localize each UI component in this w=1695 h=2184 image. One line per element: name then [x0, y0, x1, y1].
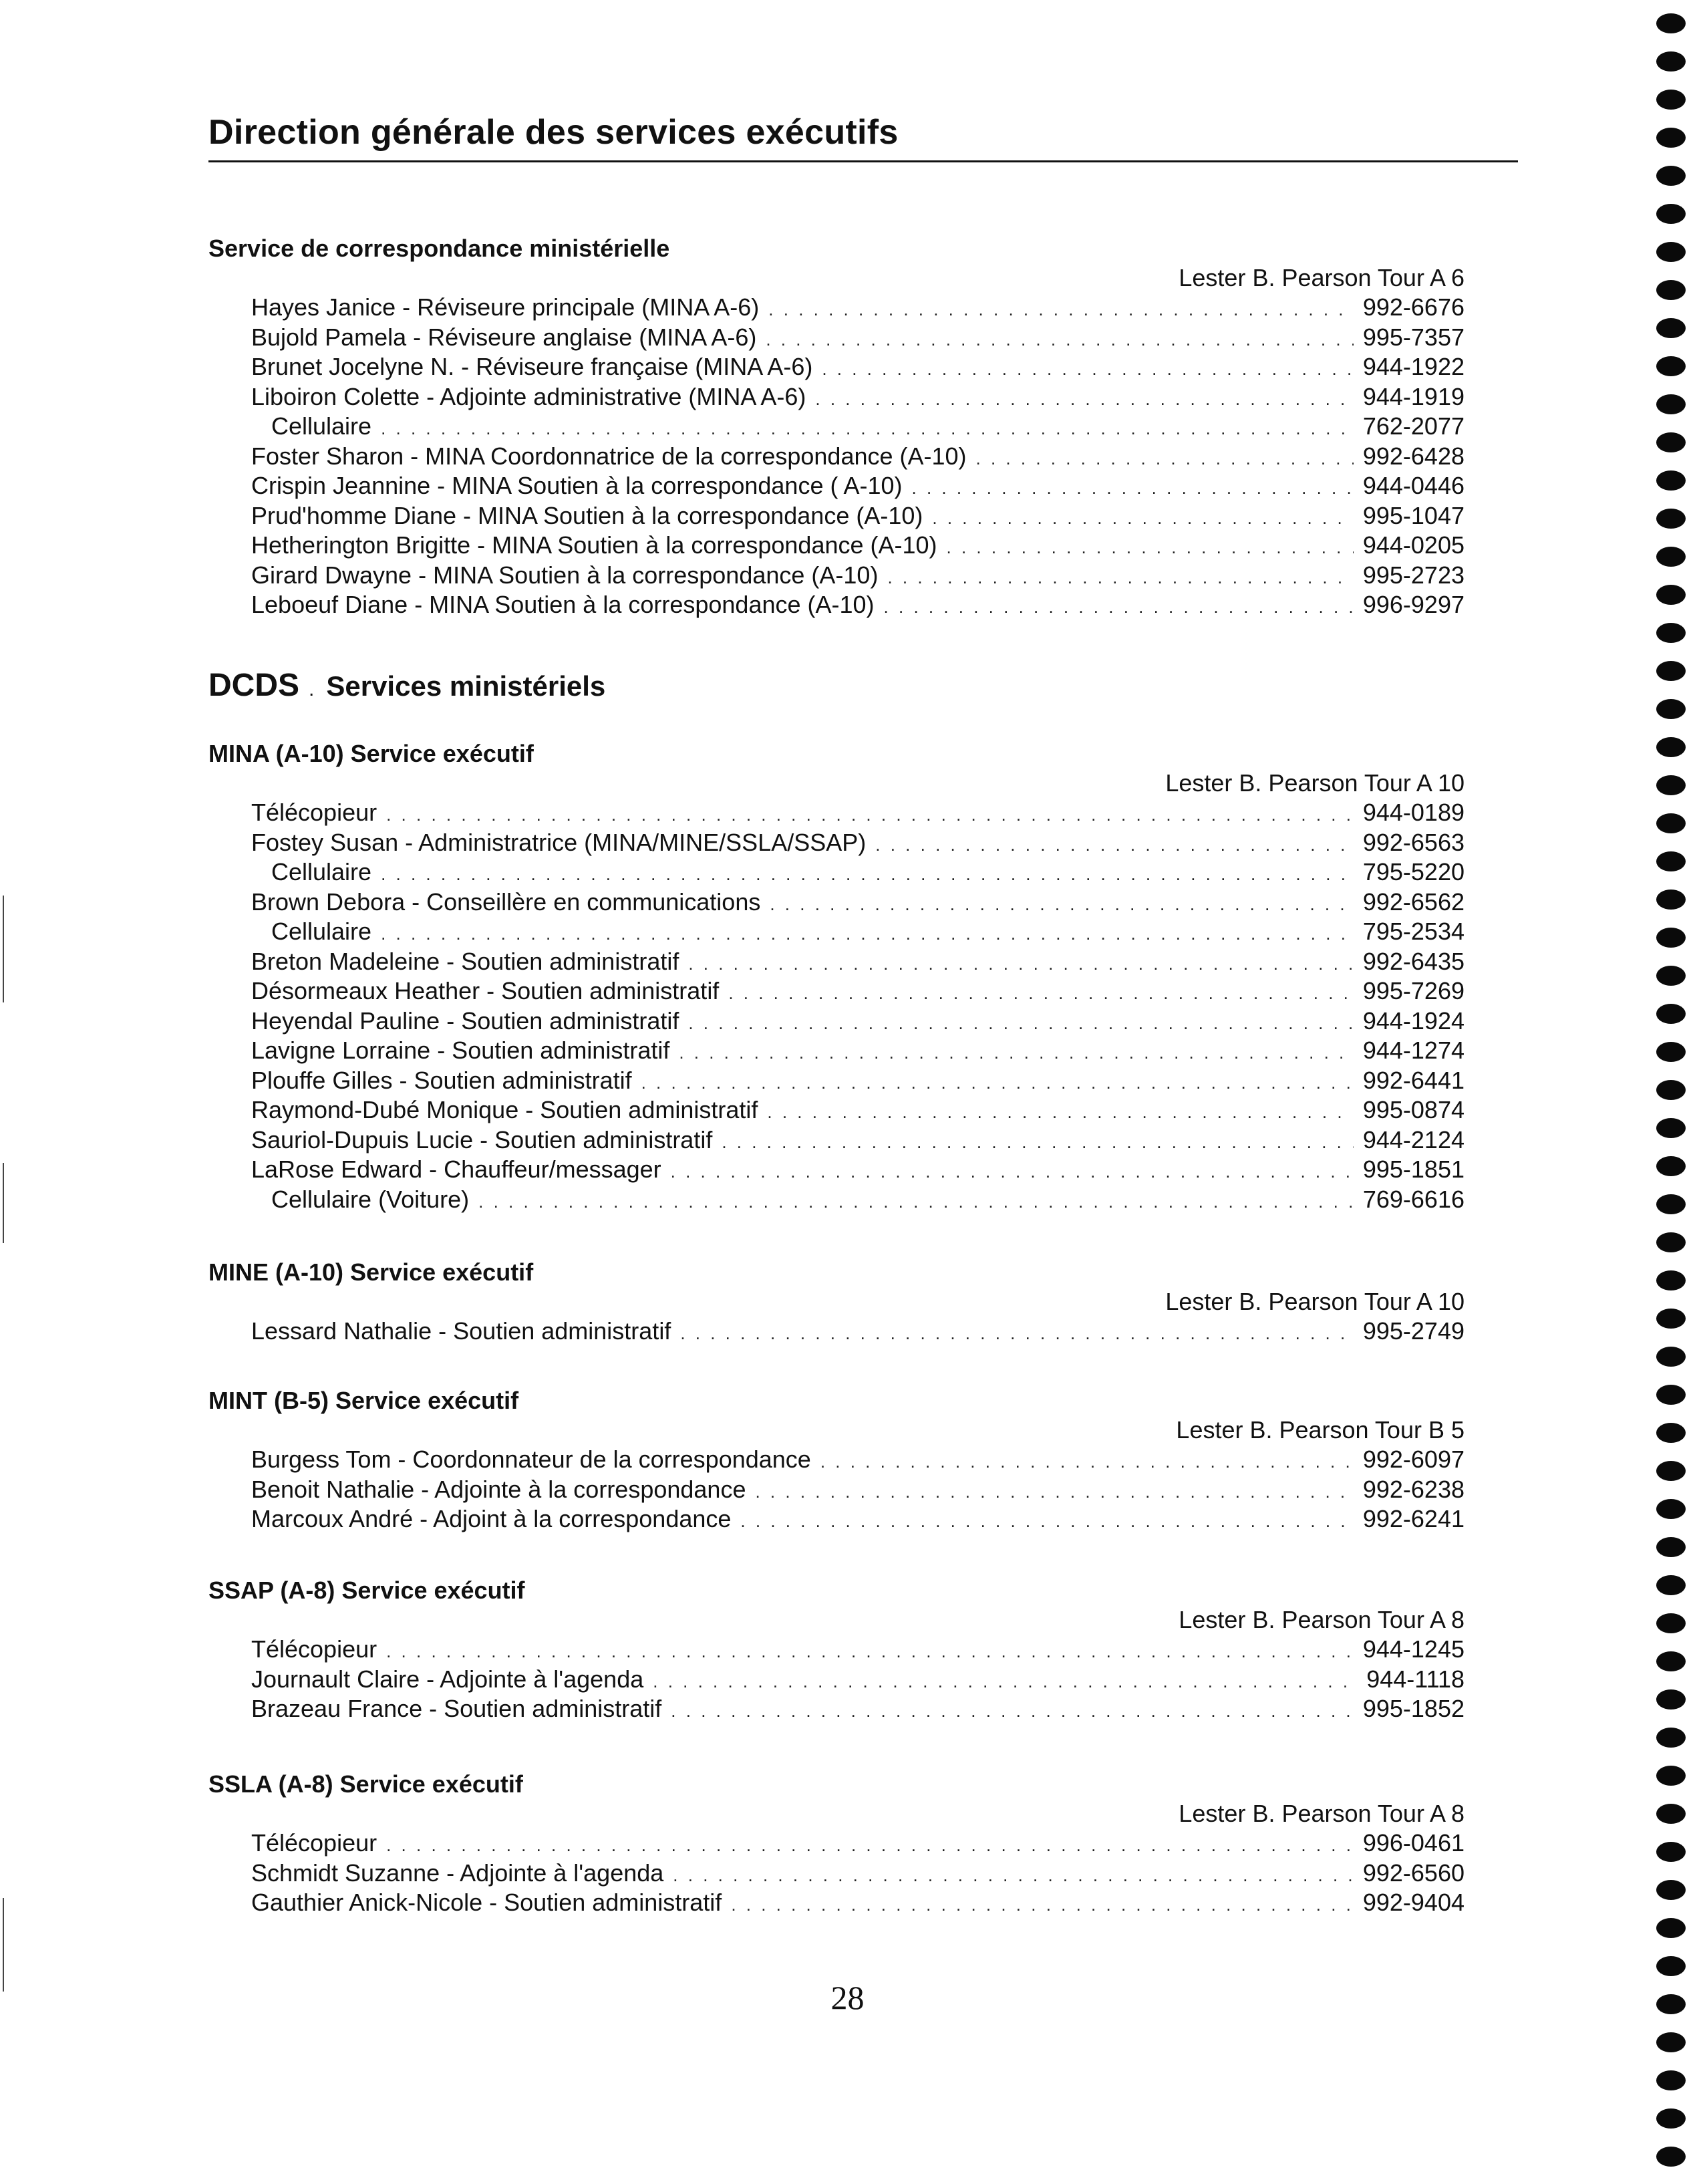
- entry-phone: 769-6616: [1362, 1185, 1465, 1213]
- section-location: Lester B. Pearson Tour A 8: [1179, 1800, 1465, 1827]
- entry-phone: 995-2749: [1362, 1317, 1465, 1345]
- entry-phone: 995-7357: [1362, 323, 1465, 351]
- directory-entry: [208, 323, 1465, 353]
- entry-name: Brazeau France - Soutien administratif: [251, 1695, 662, 1722]
- binding-hole: [1656, 1842, 1686, 1862]
- binding-hole: [1656, 166, 1686, 186]
- entry-name: Lavigne Lorraine - Soutien administratif: [251, 1037, 670, 1064]
- dot-leader: [671, 1157, 1354, 1187]
- binding-hole: [1656, 280, 1686, 300]
- entry-name: Fostey Susan - Administratrice (MINA/MINE/SSLA/SSAP): [251, 828, 867, 856]
- section-location: Lester B. Pearson Tour A 10: [1165, 1288, 1465, 1315]
- entry-name: Hetherington Brigitte - MINA Soutien à la correspondance (A-10): [251, 531, 937, 559]
- binding-holes: [1642, 0, 1695, 2184]
- entry-phone: 992-6560: [1362, 1859, 1465, 1887]
- dot-leader: [688, 1008, 1354, 1039]
- binding-hole: [1656, 1575, 1686, 1595]
- binding-hole: [1656, 1423, 1686, 1443]
- dot-leader: [653, 1667, 1357, 1697]
- directory-entry: [208, 1185, 1465, 1215]
- dot-leader: [815, 384, 1353, 414]
- directory-entry: [208, 1859, 1465, 1889]
- directory-entry: [208, 1694, 1465, 1724]
- entry-name: Girard Dwayne - MINA Soutien à la correspondance (A-10): [251, 561, 879, 589]
- entry-name: Lessard Nathalie - Soutien administratif: [251, 1317, 671, 1345]
- dot-leader: [386, 1637, 1354, 1667]
- section-mine: [208, 1258, 1465, 1347]
- entry-name: Crispin Jeannine - MINA Soutien à la correspondance ( A-10): [251, 472, 903, 499]
- section-ssla: [208, 1770, 1465, 1918]
- dot-leader: [976, 444, 1354, 474]
- entry-phone: 944-1922: [1362, 353, 1465, 380]
- binding-hole: [1656, 813, 1686, 833]
- section-heading: MINT (B-5) Service exécutif: [208, 1387, 519, 1414]
- binding-hole: [1656, 13, 1686, 33]
- dot-leader: [381, 919, 1354, 949]
- directory-entry: [208, 1317, 1465, 1347]
- dcds-heading: [208, 667, 605, 704]
- binding-hole: [1656, 242, 1686, 262]
- entry-name: Télécopieur: [251, 799, 377, 826]
- entry-phone: 992-6241: [1362, 1505, 1465, 1532]
- binding-hole: [1656, 1080, 1686, 1100]
- directory-entry: [208, 1635, 1465, 1665]
- binding-hole: [1656, 509, 1686, 529]
- entry-phone: 992-6562: [1362, 888, 1465, 916]
- dot-leader: [680, 1319, 1354, 1349]
- entry-name: Bujold Pamela - Réviseure anglaise (MINA A-6): [251, 323, 757, 351]
- directory-entry: [208, 1095, 1465, 1125]
- binding-hole: [1656, 1880, 1686, 1900]
- directory-entry: [208, 828, 1465, 858]
- entry-phone: 995-0874: [1362, 1096, 1465, 1123]
- entry-name: Marcoux André - Adjoint à la correspondance: [251, 1505, 732, 1532]
- binding-hole: [1656, 204, 1686, 224]
- section-mint: [208, 1386, 1465, 1534]
- directory-entry: [208, 561, 1465, 591]
- entry-name: LaRose Edward - Chauffeur/messager: [251, 1155, 661, 1183]
- binding-hole: [1656, 1347, 1686, 1367]
- directory-entry: [208, 1475, 1465, 1505]
- dot-leader: [755, 1477, 1353, 1507]
- directory-entry: [208, 352, 1465, 382]
- section-correspondance: [208, 234, 1465, 620]
- binding-hole: [1656, 851, 1686, 871]
- binding-hole: [1656, 699, 1686, 719]
- dot-leader: [731, 1890, 1354, 1920]
- binding-hole: [1656, 1118, 1686, 1138]
- entry-phone: 992-6441: [1362, 1066, 1465, 1094]
- section-mina: [208, 739, 1465, 1214]
- dcds-abbr: DCDS: [208, 668, 300, 703]
- dot-leader: [884, 592, 1354, 622]
- dot-leader: [766, 325, 1354, 355]
- entry-phone: 795-2534: [1362, 918, 1465, 945]
- entry-phone: 944-0446: [1362, 472, 1465, 499]
- entry-name: Cellulaire: [271, 918, 372, 945]
- dot-leader: [679, 1038, 1354, 1068]
- entry-phone: 944-0189: [1362, 799, 1465, 826]
- dot-leader: [671, 1696, 1354, 1726]
- entry-name: Cellulaire: [271, 412, 372, 440]
- directory-entry: [208, 382, 1465, 412]
- entry-phone: 944-1245: [1362, 1635, 1465, 1663]
- binding-hole: [1656, 318, 1686, 338]
- directory-entry: [208, 798, 1465, 828]
- binding-hole: [1656, 394, 1686, 414]
- binding-hole: [1656, 470, 1686, 491]
- dot-leader: [887, 563, 1353, 593]
- directory-entry: [208, 947, 1465, 977]
- entry-name: Télécopieur: [251, 1635, 377, 1663]
- binding-hole: [1656, 1156, 1686, 1176]
- binding-hole: [1656, 1194, 1686, 1214]
- binding-hole: [1656, 1042, 1686, 1062]
- binding-hole: [1656, 1613, 1686, 1633]
- entry-name: Gauthier Anick-Nicole - Soutien administratif: [251, 1889, 722, 1916]
- entry-phone: 992-6428: [1362, 442, 1465, 470]
- binding-hole: [1656, 623, 1686, 643]
- directory-entry: [208, 1445, 1465, 1475]
- dot-leader: [673, 1861, 1354, 1891]
- binding-hole: [1656, 1994, 1686, 2014]
- binding-hole: [1656, 1270, 1686, 1290]
- title-underline: [208, 160, 1518, 162]
- section-heading: SSLA (A-8) Service exécutif: [208, 1770, 523, 1798]
- entry-name: Heyendal Pauline - Soutien administratif: [251, 1006, 679, 1035]
- entry-phone: 992-6097: [1362, 1446, 1465, 1473]
- binding-hole: [1656, 1309, 1686, 1329]
- dot-leader: [688, 949, 1354, 979]
- section-heading: MINA (A-10) Service exécutif: [208, 740, 534, 767]
- scan-mark: [3, 896, 4, 1002]
- directory-entry: [208, 442, 1465, 472]
- entry-phone: 995-1851: [1362, 1155, 1465, 1183]
- section-location: Lester B. Pearson Tour A 10: [1165, 769, 1465, 797]
- directory-entry: [208, 1504, 1465, 1534]
- dcds-name: Services ministériels: [326, 670, 606, 702]
- directory-entry: [208, 1066, 1465, 1096]
- section-location: Lester B. Pearson Tour B 5: [1176, 1416, 1465, 1444]
- scan-mark: [3, 1898, 4, 1992]
- binding-hole: [1656, 775, 1686, 795]
- entry-name: Leboeuf Diane - MINA Soutien à la correspondance (A-10): [251, 591, 875, 618]
- binding-hole: [1656, 1728, 1686, 1748]
- entry-phone: 762-2077: [1362, 412, 1465, 440]
- binding-hole: [1656, 585, 1686, 605]
- directory-entry: [208, 1155, 1465, 1185]
- entry-phone: 995-1047: [1362, 501, 1465, 529]
- binding-hole: [1656, 1385, 1686, 1405]
- binding-hole: [1656, 90, 1686, 110]
- entry-name: Benoit Nathalie - Adjointe à la correspondance: [251, 1475, 746, 1503]
- entry-phone: 992-6676: [1362, 293, 1465, 321]
- entry-phone: 992-6563: [1362, 828, 1465, 856]
- entry-phone: 995-7269: [1362, 977, 1465, 1004]
- dot-leader: [768, 295, 1354, 325]
- binding-hole: [1656, 1004, 1686, 1024]
- section-heading: SSAP (A-8) Service exécutif: [208, 1577, 525, 1604]
- entry-name: Sauriol-Dupuis Lucie - Soutien administratif: [251, 1125, 713, 1153]
- entry-phone: 996-0461: [1362, 1829, 1465, 1857]
- directory-entry: [208, 1665, 1465, 1695]
- binding-hole: [1656, 1651, 1686, 1671]
- dot-leader: [822, 354, 1354, 384]
- section-heading: Service de correspondance ministérielle: [208, 235, 670, 262]
- directory-entry: [208, 531, 1465, 561]
- dot-leader: [740, 1506, 1353, 1536]
- directory-entry: [208, 412, 1465, 442]
- directory-entry: [208, 976, 1465, 1006]
- binding-hole: [1656, 1461, 1686, 1481]
- binding-hole: [1656, 1499, 1686, 1519]
- section-heading: MINE (A-10) Service exécutif: [208, 1258, 534, 1286]
- entry-name: Cellulaire (Voiture): [271, 1185, 470, 1213]
- dot-leader: [820, 1447, 1354, 1477]
- dcds-separator: .: [309, 678, 315, 700]
- directory-entry: [208, 501, 1465, 531]
- binding-hole: [1656, 1537, 1686, 1557]
- binding-hole: [1656, 1804, 1686, 1824]
- entry-phone: 992-9404: [1362, 1889, 1465, 1916]
- binding-hole: [1656, 547, 1686, 567]
- dot-leader: [386, 1830, 1354, 1861]
- entry-name: Breton Madeleine - Soutien administratif: [251, 947, 679, 975]
- entry-name: Hayes Janice - Réviseure principale (MINA A-6): [251, 293, 760, 321]
- entry-name: Cellulaire: [271, 858, 372, 885]
- dot-leader: [912, 473, 1354, 503]
- section-ssap: [208, 1576, 1465, 1724]
- entry-name: Brown Debora - Conseillère en communications: [251, 888, 761, 916]
- entry-phone: 795-5220: [1362, 858, 1465, 885]
- directory-entry: [208, 1888, 1465, 1918]
- entry-phone: 944-1274: [1362, 1037, 1465, 1064]
- binding-hole: [1656, 51, 1686, 72]
- binding-hole: [1656, 1918, 1686, 1938]
- entry-name: Foster Sharon - MINA Coordonnatrice de la correspondance (A-10): [251, 442, 967, 470]
- directory-entry: [208, 1036, 1465, 1066]
- section-location: Lester B. Pearson Tour A 6: [1179, 264, 1465, 291]
- entry-phone: 995-1852: [1362, 1695, 1465, 1722]
- dot-leader: [386, 800, 1354, 830]
- entry-phone: 996-9297: [1362, 591, 1465, 618]
- entry-name: Plouffe Gilles - Soutien administratif: [251, 1066, 632, 1094]
- dot-leader: [932, 503, 1353, 533]
- entry-name: Brunet Jocelyne N. - Réviseure française (MINA A-6): [251, 353, 813, 380]
- binding-hole: [1656, 890, 1686, 910]
- entry-phone: 944-1919: [1362, 382, 1465, 410]
- entry-name: Journault Claire - Adjointe à l'agenda: [251, 1665, 644, 1693]
- entry-name: Liboiron Colette - Adjointe administrative (MINA A-6): [251, 382, 806, 410]
- binding-hole: [1656, 2108, 1686, 2129]
- directory-entry: [208, 590, 1465, 620]
- entry-phone: 944-2124: [1362, 1125, 1465, 1153]
- binding-hole: [1656, 1766, 1686, 1786]
- entry-phone: 944-1924: [1362, 1006, 1465, 1035]
- binding-hole: [1656, 661, 1686, 681]
- directory-entry: [208, 888, 1465, 918]
- entry-phone: 992-6238: [1362, 1475, 1465, 1503]
- binding-hole: [1656, 737, 1686, 757]
- binding-hole: [1656, 928, 1686, 948]
- dot-leader: [478, 1187, 1354, 1217]
- entry-name: Burgess Tom - Coordonnateur de la correspondance: [251, 1446, 811, 1473]
- directory-entry: [208, 293, 1465, 323]
- binding-hole: [1656, 966, 1686, 986]
- binding-hole: [1656, 432, 1686, 452]
- entry-name: Raymond-Dubé Monique - Soutien administratif: [251, 1096, 758, 1123]
- directory-entry: [208, 917, 1465, 947]
- binding-hole: [1656, 1232, 1686, 1252]
- entry-name: Désormeaux Heather - Soutien administratif: [251, 977, 720, 1004]
- dot-leader: [641, 1068, 1354, 1098]
- entry-phone: 944-0205: [1362, 531, 1465, 559]
- directory-entry: [208, 857, 1465, 888]
- directory-entry: [208, 1006, 1465, 1037]
- dot-leader: [728, 978, 1354, 1008]
- entry-name: Prud'homme Diane - MINA Soutien à la correspondance (A-10): [251, 501, 923, 529]
- dot-leader: [381, 414, 1354, 444]
- binding-hole: [1656, 1956, 1686, 1976]
- entry-phone: 992-6435: [1362, 947, 1465, 975]
- dot-leader: [947, 533, 1354, 563]
- binding-hole: [1656, 1689, 1686, 1710]
- binding-hole: [1656, 2032, 1686, 2052]
- binding-hole: [1656, 2070, 1686, 2090]
- dot-leader: [770, 890, 1354, 920]
- section-location: Lester B. Pearson Tour A 8: [1179, 1606, 1465, 1633]
- entry-phone: 995-2723: [1362, 561, 1465, 589]
- dot-leader: [722, 1127, 1354, 1157]
- directory-entry: [208, 1125, 1465, 1155]
- directory-entry: [208, 1828, 1465, 1859]
- binding-hole: [1656, 356, 1686, 376]
- page-number: 28: [830, 1979, 865, 2016]
- entry-name: Schmidt Suzanne - Adjointe à l'agenda: [251, 1859, 664, 1887]
- directory-entry: [208, 471, 1465, 501]
- dot-leader: [767, 1097, 1353, 1127]
- binding-hole: [1656, 128, 1686, 148]
- dot-leader: [381, 859, 1354, 890]
- entry-name: Télécopieur: [251, 1829, 377, 1857]
- dot-leader: [875, 830, 1354, 860]
- binding-hole: [1656, 2147, 1686, 2167]
- page-title: Direction générale des services exécutifs: [208, 113, 899, 152]
- entry-phone: 944-1118: [1366, 1665, 1465, 1693]
- scan-mark: [3, 1163, 4, 1243]
